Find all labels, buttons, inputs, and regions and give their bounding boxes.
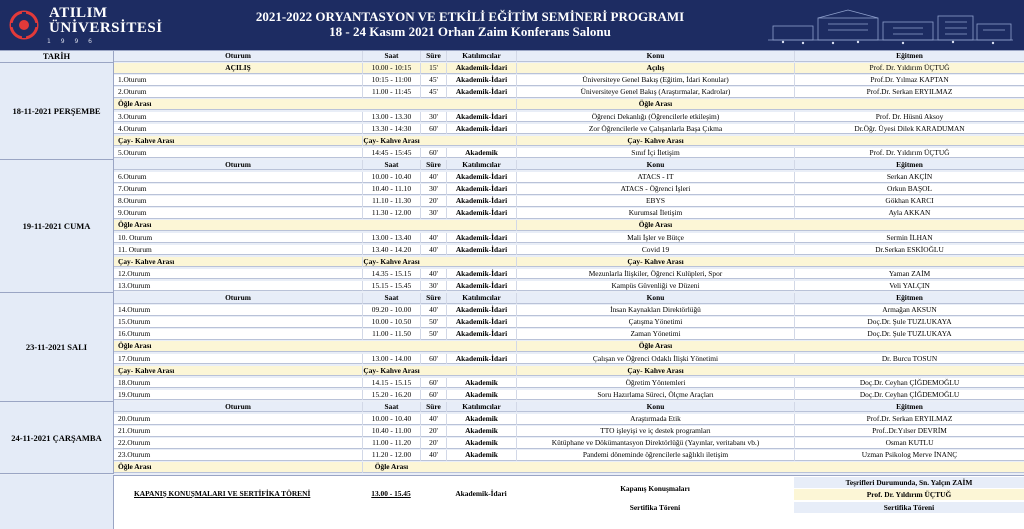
cell-katilim: Akademik-İdari — [446, 184, 516, 195]
table-row — [114, 245, 1024, 256]
cell-katilim: Akademik-İdari — [446, 75, 516, 86]
cell-katilim: Akademik-İdari — [446, 269, 516, 280]
cell-katilim: Akademik — [446, 378, 516, 389]
cell-katilim: Akademik-İdari — [446, 354, 516, 365]
cell-katilim: Katılımcılar — [446, 293, 516, 304]
university-name-line1: ATILIM — [49, 5, 108, 21]
table-row — [114, 208, 1024, 219]
cell-sure: 60' — [420, 124, 446, 135]
cell-sure: 15' — [420, 63, 446, 74]
cell-sure: 40' — [420, 233, 446, 244]
cell-egitmen: Ayla AKKAN — [794, 208, 1024, 219]
cell-katilim: Akademik-İdari — [446, 196, 516, 207]
cell-egitmen: Eğitmen — [794, 160, 1024, 171]
program-title: 2021-2022 ORYANTASYON VE ETKİLİ EĞİTİM SEMİNERİ PROGRAMI — [255, 9, 685, 24]
table-row — [114, 390, 1024, 401]
table-row — [114, 148, 1024, 159]
cell-konu: Mali İşler ve Bütçe — [516, 233, 794, 244]
cell-egitmen: Armağan AKSUN — [794, 305, 1024, 316]
cell-oturum: 12.Oturum — [118, 268, 151, 278]
cell-oturum: 20.Oturum — [118, 414, 151, 423]
cell-katilim: Katılımcılar — [446, 51, 516, 62]
cell-saat: 11.00 - 11.50 — [362, 329, 420, 340]
table-row — [114, 317, 1024, 328]
table-row — [114, 414, 1024, 425]
cell-sure: 30' — [420, 281, 446, 292]
cell-katilim: Katılımcılar — [446, 160, 516, 171]
break-row — [114, 136, 1024, 147]
cell-konu: Konu — [516, 51, 794, 62]
cell-oturum: Oturum — [225, 401, 251, 411]
cell-egitmen: Prof. Dr. Hüsnü Aksoy — [794, 112, 1024, 123]
cell-konu: Öğle Arası — [516, 99, 794, 110]
cell-katilim: Akademik-İdari — [446, 208, 516, 219]
cell-saat: Çay- Kahve Arası — [363, 256, 420, 266]
cell-saat: Saat — [362, 160, 420, 171]
cell-sure: 20' — [420, 426, 446, 437]
cell-saat: 10.00 - 10.40 — [362, 172, 420, 183]
cell-oturum: 14.Oturum — [118, 305, 151, 315]
table-row — [114, 438, 1024, 449]
cell-katilim: Akademik-İdari — [446, 124, 516, 135]
cell-konu: Öğle Arası — [516, 220, 794, 231]
break-row — [114, 341, 1024, 352]
cell-konu: Konu — [516, 160, 794, 171]
cell-sure: Süre — [420, 293, 446, 304]
cell-oturum: 10. Oturum — [118, 232, 153, 242]
table-row — [114, 124, 1024, 135]
break-row — [114, 220, 1024, 231]
cell-sure: 40' — [420, 172, 446, 183]
cell-oturum: Oturum — [225, 293, 251, 302]
cell-oturum: Öğle Arası — [118, 462, 152, 472]
closing-ceremony — [114, 475, 1024, 529]
cell-egitmen: Eğitmen — [794, 402, 1024, 413]
cell-saat: 13.30 - 14:30 — [362, 124, 420, 135]
cell-saat: 10.40 - 11.10 — [362, 184, 420, 195]
cell-sure: 60' — [420, 354, 446, 365]
cell-oturum: 4.Oturum — [118, 123, 147, 133]
table-row — [114, 305, 1024, 316]
cell-sure: 40' — [420, 450, 446, 461]
cell-konu: Kampüs Güvenliği ve Düzeni — [516, 281, 794, 292]
cell-sure: 40' — [420, 245, 446, 256]
cell-konu: EBYS — [516, 196, 794, 207]
university-name-line2: ÜNİVERSİTESİ — [49, 20, 163, 36]
cell-oturum: 18.Oturum — [118, 377, 151, 387]
table-row — [114, 329, 1024, 340]
cell-katilim: Akademik — [446, 148, 516, 159]
cell-konu: Kurumsal İletişim — [516, 208, 794, 219]
cell-konu: Zaman Yönetimi — [516, 329, 794, 340]
table-row — [114, 233, 1024, 244]
cell-katilim: Akademik — [446, 450, 516, 461]
cell-egitmen: Prof.Dr. Yılmaz KAPTAN — [794, 75, 1024, 86]
cell-saat: 13.40 - 14.20 — [362, 245, 420, 256]
cell-saat: 14:45 - 15:45 — [362, 148, 420, 159]
cell-saat: 10.00 - 10.50 — [362, 317, 420, 328]
table-header-row — [114, 293, 1024, 304]
cell-egitmen: Dr.Serkan ESKİOĞLU — [794, 245, 1024, 256]
cell-oturum: Öğle Arası — [118, 341, 152, 351]
cell-egitmen: Serkan AKÇİN — [794, 172, 1024, 183]
cell-sure: 30' — [420, 208, 446, 219]
cell-konu: Çay- Kahve Arası — [516, 257, 794, 268]
cell-sure: Süre — [420, 402, 446, 413]
cell-konu: Çay- Kahve Arası — [516, 366, 794, 377]
cell-oturum: 17.Oturum — [118, 353, 151, 363]
closing-konu2: Sertifika Töreni — [629, 502, 681, 512]
cell-egitmen: Doç.Dr. Şule TUZLUKAYA — [794, 317, 1024, 328]
page-header — [0, 0, 1024, 50]
cell-oturum: 7.Oturum — [118, 184, 147, 194]
cell-konu: İnsan Kaynakları Direktörlüğü — [516, 305, 794, 316]
cell-egitmen: Uzman Psikolog Merve İNANÇ — [794, 450, 1024, 461]
cell-egitmen: Dr. Burcu TOSUN — [794, 354, 1024, 365]
cell-saat: 10.00 - 10:15 — [362, 63, 420, 74]
closing-eg3: Sertifika Töreni — [794, 502, 1024, 513]
cell-oturum: 11. Oturum — [118, 244, 152, 254]
cell-egitmen: Prof..Dr.Yılser DEVRİM — [794, 426, 1024, 437]
table-row — [114, 63, 1024, 74]
table-row — [114, 450, 1024, 461]
cell-katilim: Akademik-İdari — [446, 329, 516, 340]
cell-sure: 20' — [420, 438, 446, 449]
cell-sure: 50' — [420, 329, 446, 340]
university-name — [49, 6, 163, 36]
table-row — [114, 281, 1024, 292]
closing-eg2: Prof. Dr. Yıldırım ÜÇTUĞ — [794, 489, 1024, 500]
cell-saat: 09.20 - 10.00 — [362, 305, 420, 316]
day-label: 19-11-2021 CUMA — [0, 160, 114, 293]
day-label: 23-11-2021 SALI — [0, 293, 114, 402]
atilim-logo-icon — [9, 10, 39, 40]
cell-katilim: Akademik-İdari — [446, 172, 516, 183]
schedule-table — [0, 50, 1024, 529]
closing-day-label — [0, 475, 114, 529]
cell-oturum: 3.Oturum — [118, 111, 147, 121]
cell-oturum: Oturum — [225, 159, 251, 169]
cell-saat: 11.10 - 11.30 — [362, 196, 420, 207]
cell-oturum: 2.Oturum — [118, 87, 147, 97]
table-row — [114, 378, 1024, 389]
cell-konu: TTO işleyişi ve iç destek programları — [516, 426, 794, 437]
cell-katilim: Akademik-İdari — [446, 63, 516, 74]
cell-saat: Saat — [362, 51, 420, 62]
cell-oturum: 8.Oturum — [118, 196, 147, 206]
cell-egitmen: Doç.Dr. Ceyhan ÇİĞDEMOĞLU — [794, 390, 1024, 401]
table-row — [114, 172, 1024, 183]
cell-saat: 11.30 - 12.00 — [362, 208, 420, 219]
cell-saat: 10:15 - 11:00 — [362, 75, 420, 86]
cell-konu: ATACS - Öğrenci İşleri — [516, 184, 794, 195]
cell-egitmen: Veli YALÇIN — [794, 281, 1024, 292]
closing-katilim: Akademik-İdari — [455, 488, 507, 498]
table-row — [114, 354, 1024, 365]
cell-konu: Çalışan ve Öğrenci Odaklı İlişki Yönetimi — [516, 354, 794, 365]
cell-konu: ATACS - IT — [516, 172, 794, 183]
cell-oturum: Öğle Arası — [118, 99, 152, 109]
cell-egitmen: Prof. Dr. Yıldırım ÜÇTUĞ — [794, 148, 1024, 159]
cell-konu: Araştırmada Etik — [516, 414, 794, 425]
cell-konu: Çatışma Yönetimi — [516, 317, 794, 328]
cell-katilim: Akademik — [446, 414, 516, 425]
break-row — [114, 366, 1024, 377]
cell-katilim: Akademik-İdari — [446, 281, 516, 292]
cell-oturum: 5.Oturum — [118, 147, 147, 157]
cell-egitmen: Eğitmen — [794, 293, 1024, 304]
break-row — [114, 99, 1024, 110]
break-row — [114, 257, 1024, 268]
table-row — [114, 112, 1024, 123]
cell-oturum: Öğle Arası — [118, 220, 152, 230]
university-logo — [3, 6, 178, 46]
cell-katilim: Katılımcılar — [446, 402, 516, 413]
cell-sure: 40' — [420, 269, 446, 280]
cell-oturum: Çay- Kahve Arası — [118, 365, 175, 375]
cell-sure: 20' — [420, 196, 446, 207]
cell-sure: 60' — [420, 148, 446, 159]
cell-saat: Öğle Arası — [362, 462, 420, 473]
cell-konu: Mezunlarla İlişkiler, Öğrenci Kulüpleri, Spor — [516, 269, 794, 280]
table-row — [114, 87, 1024, 98]
cell-oturum: 1.Oturum — [118, 75, 147, 85]
cell-egitmen: Dr.Öğr. Üyesi Dilek KARADUMAN — [794, 124, 1024, 135]
cell-egitmen: Sermin İLHAN — [794, 233, 1024, 244]
cell-egitmen: Doç.Dr. Şule TUZLUKAYA — [794, 329, 1024, 340]
program-subtitle: 18 - 24 Kasım 2021 Orhan Zaim Konferans Salonu — [329, 24, 611, 39]
cell-konu: Açılış — [516, 63, 794, 74]
break-row — [114, 462, 1024, 473]
cell-saat: Saat — [362, 402, 420, 413]
cell-sure: 50' — [420, 317, 446, 328]
tarih-header: TARİH — [0, 51, 114, 63]
cell-konu: Öğrenci Dekanlığı (Öğrencilerle etkileşim) — [516, 112, 794, 123]
cell-katilim: Akademik — [446, 390, 516, 401]
cell-oturum: AÇILIŞ — [225, 63, 251, 73]
table-row — [114, 75, 1024, 86]
table-row — [114, 184, 1024, 195]
cell-sure: Süre — [420, 160, 446, 171]
cell-egitmen: Doç.Dr. Ceyhan ÇİĞDEMOĞLU — [794, 378, 1024, 389]
cell-konu: Çay- Kahve Arası — [516, 136, 794, 147]
cell-oturum: 19.Oturum — [118, 389, 151, 399]
cell-egitmen: Osman KUTLU — [794, 438, 1024, 449]
cell-konu: Pandemi döneminde öğrencilerle sağlıklı iletişim — [516, 450, 794, 461]
cell-saat: 14.15 - 15.15 — [362, 378, 420, 389]
cell-saat: 11.00 - 11:45 — [362, 87, 420, 98]
cell-sure: 60' — [420, 378, 446, 389]
cell-sure: 45' — [420, 75, 446, 86]
cell-oturum: Çay- Kahve Arası — [118, 256, 175, 266]
table-row — [114, 426, 1024, 437]
cell-egitmen: Gökhan KARCI — [794, 196, 1024, 207]
cell-oturum: Çay- Kahve Arası — [118, 135, 175, 145]
cell-sure: 30' — [420, 184, 446, 195]
cell-katilim: Akademik-İdari — [446, 87, 516, 98]
cell-egitmen: Prof. Dr. Yıldırım ÜÇTUĞ — [794, 63, 1024, 74]
cell-egitmen: Yaman ZAİM — [794, 269, 1024, 280]
cell-saat: 11.20 - 12.00 — [362, 450, 420, 461]
cell-sure: 40' — [420, 414, 446, 425]
cell-saat: 15.20 - 16.20 — [362, 390, 420, 401]
cell-saat: 13.00 - 13.30 — [362, 112, 420, 123]
closing-time: 13.00 - 15.45 — [371, 488, 411, 498]
cell-oturum: 21.Oturum — [118, 426, 151, 436]
cell-oturum: 22.Oturum — [118, 438, 151, 448]
cell-oturum: 16.Oturum — [118, 329, 151, 339]
closing-eg1: Teşrifleri Durumunda, Sn. Yalçın ZAİM — [794, 477, 1024, 488]
cell-katilim: Akademik-İdari — [446, 245, 516, 256]
cell-saat: 13.00 - 13.40 — [362, 233, 420, 244]
cell-konu: Soru Hazırlama Süreci, Ölçme Araçları — [516, 390, 794, 401]
cell-sure: 45' — [420, 87, 446, 98]
cell-konu: Öğretim Yöntemleri — [516, 378, 794, 389]
closing-konu1: Kapanış Konuşmaları — [620, 483, 690, 493]
cell-saat: Saat — [362, 293, 420, 304]
cell-saat: 10.00 - 10.40 — [362, 414, 420, 425]
day-label: 24-11-2021 ÇARŞAMBA — [0, 402, 114, 475]
cell-konu: Üniversiteye Genel Bakış (Eğitim, İdari Konular) — [516, 75, 794, 86]
cell-egitmen: Prof.Dr. Serkan ERYILMAZ — [794, 414, 1024, 425]
cell-saat: 13.00 - 14.00 — [362, 354, 420, 365]
cell-oturum: 13.Oturum — [118, 280, 151, 290]
cell-sure: 40' — [420, 305, 446, 316]
cell-oturum: 23.Oturum — [118, 450, 151, 460]
cell-oturum: 9.Oturum — [118, 208, 147, 218]
cell-konu: Sınıf İçi İletişim — [516, 148, 794, 159]
cell-saat: 11.00 - 11.20 — [362, 438, 420, 449]
cell-saat: Çay- Kahve Arası — [363, 365, 420, 375]
table-header-row — [114, 160, 1024, 171]
table-row — [114, 196, 1024, 207]
cell-oturum: 15.Oturum — [118, 317, 151, 327]
cell-saat: 15.15 - 15.45 — [362, 281, 420, 292]
table-header-row — [114, 402, 1024, 413]
cell-oturum: Oturum — [225, 51, 251, 60]
cell-katilim: Akademik — [446, 426, 516, 437]
closing-title: KAPANIŞ KONUŞMALARI VE SERTİFİKA TÖRENİ — [134, 488, 311, 498]
cell-saat: 14.35 - 15.15 — [362, 269, 420, 280]
cell-sure: Süre — [420, 51, 446, 62]
cell-oturum: 6.Oturum — [118, 172, 147, 181]
cell-konu: Konu — [516, 402, 794, 413]
cell-katilim: Akademik — [446, 438, 516, 449]
cell-konu: Konu — [516, 293, 794, 304]
table-header-row — [114, 51, 1024, 62]
cell-sure: 30' — [420, 112, 446, 123]
cell-konu: Kütüphane ve Dökümantasyon Direktörlüğü (Yayınlar, veritabanı vb.) — [516, 438, 794, 449]
cell-egitmen: Eğitmen — [794, 51, 1024, 62]
cell-saat: Çay- Kahve Arası — [363, 135, 420, 145]
cell-egitmen: Prof.Dr. Serkan ERYILMAZ — [794, 87, 1024, 98]
cell-konu: Öğle Arası — [516, 341, 794, 352]
university-year: 1 9 9 6 — [47, 38, 96, 45]
cell-egitmen: Orkun BAŞOL — [794, 184, 1024, 195]
cell-katilim: Akademik-İdari — [446, 112, 516, 123]
cell-konu: Zor Öğrencilerle ve Çalışanlarla Başa Çıkma — [516, 124, 794, 135]
cell-katilim: Akademik-İdari — [446, 305, 516, 316]
cell-katilim: Akademik-İdari — [446, 317, 516, 328]
cell-saat: 10.40 - 11.00 — [362, 426, 420, 437]
day-label: 18-11-2021 PERŞEMBE — [0, 63, 114, 160]
campus-illustration — [763, 4, 1018, 46]
cell-katilim: Akademik-İdari — [446, 233, 516, 244]
cell-sure: 60' — [420, 390, 446, 401]
table-row — [114, 269, 1024, 280]
cell-konu: Üniversiteye Genel Bakış (Araştırmalar, Kadrolar) — [516, 87, 794, 98]
cell-konu: Covid 19 — [516, 245, 794, 256]
